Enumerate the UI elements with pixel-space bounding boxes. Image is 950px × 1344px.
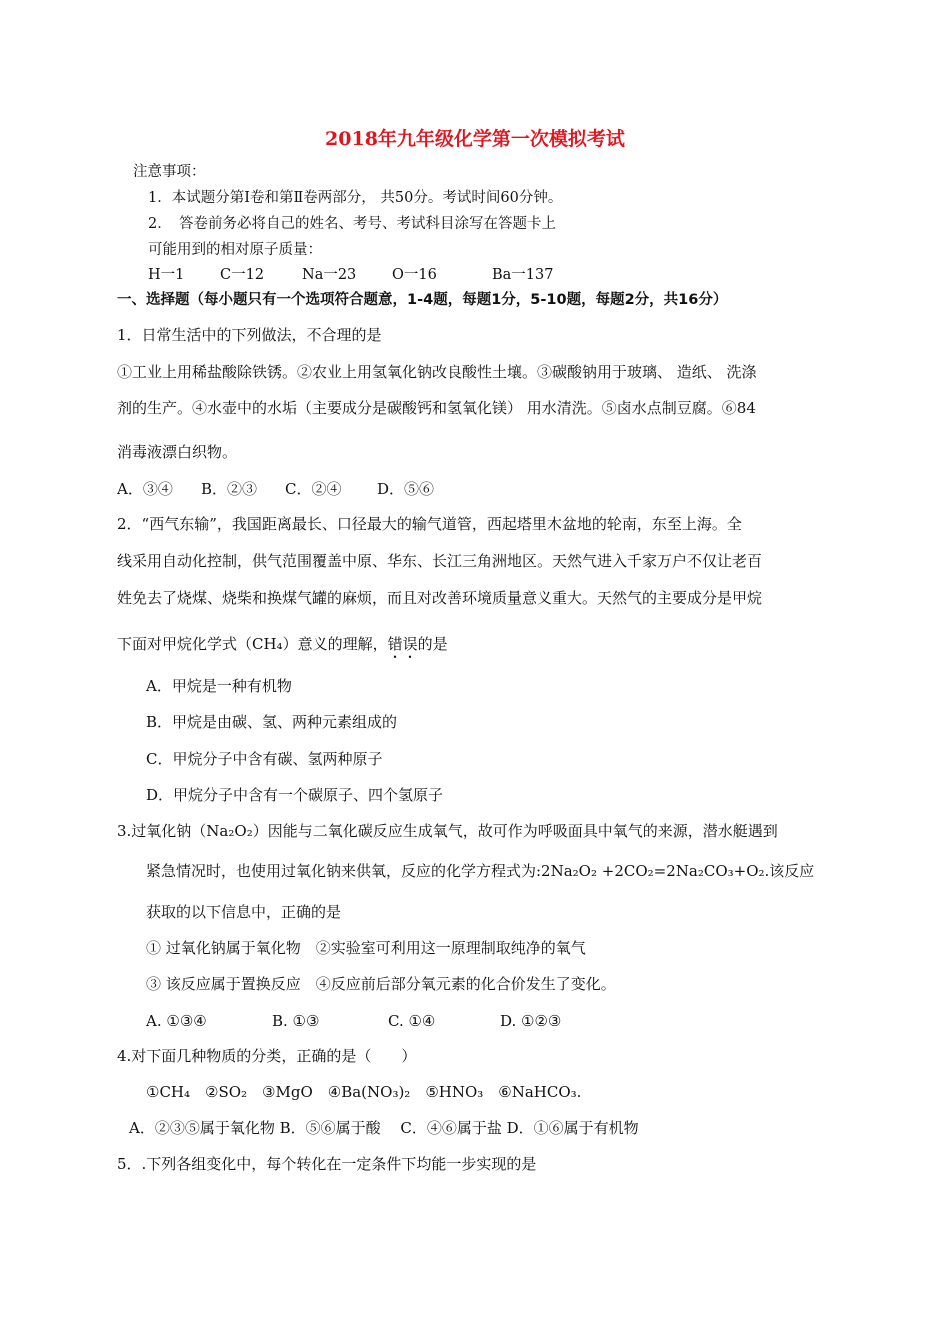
emphasized-word: 错误 — [387, 635, 418, 653]
question-2-option: C．甲烷分子中含有碳、氢两种原子 — [146, 750, 383, 768]
question-2-option: A．甲烷是一种有机物 — [146, 677, 292, 695]
question-4-stem: 4.对下面几种物质的分类，正确的是（ ） — [117, 1047, 417, 1065]
atomic-mass: Ba一137 — [492, 267, 554, 283]
option: B．②③ — [201, 480, 258, 498]
atomic-mass: Na一23 — [302, 267, 357, 283]
question-4-items: ①CH₄ ②SO₂ ③MgO ④Ba(NO₃)₂ ⑤HNO₃ ⑥NaHCO₃. — [146, 1083, 582, 1101]
question-2-text: 的是 — [417, 635, 448, 653]
question-2-option: D．甲烷分子中含有一个碳原子、四个氢原子 — [146, 786, 444, 804]
question-2-line: 2．“西气东输”，我国距离最长、口径最大的输气道管，西起塔里木盆地的轮南，东至上海。全 — [117, 515, 742, 533]
page-title: 2018年九年级化学第一次模拟考试 — [325, 128, 625, 150]
question-1-stem: 1．日常生活中的下列做法，不合理的是 — [117, 326, 382, 344]
question-2-text: 下面对甲烷化学式（CH₄）意义的理解， — [117, 635, 388, 653]
question-2-last-line — [117, 634, 448, 662]
mass-heading: 可能用到的相对原子质量： — [148, 242, 322, 258]
option: A. ①③④ — [146, 1012, 207, 1030]
question-3-line: 紧急情况时，也使用过氧化钠来供氧，反应的化学方程式为:2Na₂O₂ +2CO₂=2Na₂CO₃+O₂.该反应 — [146, 862, 815, 880]
notice-heading: 注意事项： — [133, 164, 206, 180]
question-3-line: ① 过氧化钠属于氧化物 ②实验室可利用这一原理制取纯净的氧气 — [146, 939, 586, 957]
option: C. ①④ — [388, 1012, 436, 1030]
question-1-options — [117, 479, 434, 499]
question-2-option: B．甲烷是由碳、氢、两种元素组成的 — [146, 713, 398, 731]
question-2-line: 线采用自动化控制，供气范围覆盖中原、华东、长江三角洲地区。天然气进入千家万户不仅让老百 — [117, 552, 763, 570]
question-1-line: 剂的生产。④水壶中的水垢（主要成分是碳酸钙和氢氧化镁） 用水清洗。⑤卤水点制豆腐。⑥84 — [117, 399, 756, 417]
question-1-line: ①工业上用稀盐酸除铁锈。②农业上用氢氧化钠改良酸性土壤。③碳酸钠用于玻璃、 造纸、 洗涤 — [117, 363, 757, 381]
option: D．⑤⑥ — [377, 480, 435, 498]
question-3-line: ③ 该反应属于置换反应 ④反应前后部分氧元素的化合价发生了变化。 — [146, 975, 616, 993]
notice-item: 2． 答卷前务必将自己的姓名、考号、考试科目涂写在答题卡上 — [148, 216, 556, 232]
notice-item: 1．本试题分第Ⅰ卷和第Ⅱ卷两部分， 共50分。考试时间60分钟。 — [148, 190, 563, 206]
atomic-mass: H一1 — [148, 267, 185, 283]
option: D. ①②③ — [500, 1012, 562, 1030]
option: C．②④ — [285, 480, 342, 498]
question-1-line: 消毒液漂白织物。 — [117, 443, 238, 461]
question-2-line: 姓免去了烧煤、烧柴和换煤气罐的麻烦，而且对改善环境质量意义重大。天然气的主要成分是甲烷 — [117, 589, 763, 607]
section-heading: 一、选择题（每小题只有一个选项符合题意，1-4题，每题1分，5-10题，每题2分，共16分） — [117, 292, 728, 308]
atomic-mass-list — [148, 265, 553, 285]
question-4-options: A．②③⑤属于氧化物 B．⑤⑥属于酸 C．④⑥属于盐 D．①⑥属于有机物 — [129, 1119, 639, 1137]
option: B. ①③ — [272, 1012, 320, 1030]
question-3-options — [146, 1011, 561, 1031]
question-5-stem: 5．.下列各组变化中，每个转化在一定条件下均能一步实现的是 — [117, 1155, 537, 1173]
atomic-mass: C一12 — [220, 267, 265, 283]
atomic-mass: O一16 — [392, 267, 437, 283]
question-3-line: 获取的以下信息中，正确的是 — [146, 903, 342, 921]
question-3-line: 3.过氧化钠（Na₂O₂）因能与二氧化碳反应生成氧气，故可作为呼吸面具中氧气的来源，潜水艇遇到 — [117, 822, 778, 840]
option: A．③④ — [117, 480, 173, 498]
